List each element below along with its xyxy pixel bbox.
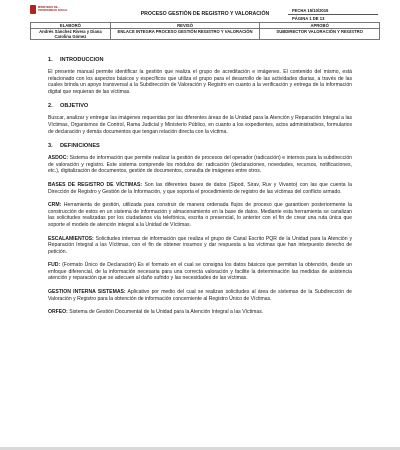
col-elaboro: ELABORÓ <box>31 23 111 29</box>
definition-item <box>48 309 352 316</box>
definition-item <box>48 289 352 302</box>
section-heading-introduccion: 1. INTRODUCCION <box>48 57 104 63</box>
definition-term: FUD: <box>48 262 61 269</box>
definition-item <box>48 155 352 175</box>
document-date: FECHA 15/10/2015 <box>292 8 329 13</box>
definition-text: Herramienta de gestión, utilizada para construir de manera ordenada flujos de proceso que garanticen posteriormente la construcción de estos en un sistema de información y almacenamiento en la base de datos. Mediante esta herramienta se canalizan las solicitudes realizadas por los ciudadanos vía telefónica, escrita o presencial, lo anterior con el fin de crear una ruta única que soporte el modelo de atención integral a la Unidad de Víctimas. <box>48 202 352 228</box>
definition-item <box>48 202 352 228</box>
definition-text: Son las diferentes bases de datos (Sipod, Sirav, Ruv y Vivanto) con las que cuenta la Dirección de Registro y Gestión de la Información, y que soporta el procedimiento de registro de las víctimas del conflicto armado. <box>48 181 352 195</box>
definition-text: Solicitudes internas de información que realiza el grupo de Canal Escrito PQR de la Unidad para la Atención y Reparación Integral a las Víctimas, con el fin de obtener insumos y dar respuesta a las víctimas que han interpuesto derecho de petición. <box>48 235 352 255</box>
definition-term: GESTION INTERNA SISTEMAS: <box>48 289 126 296</box>
section-heading-objetivo: 2. OBJETIVO <box>48 103 89 110</box>
value-elaboro: Andrés Sánchez Rivera y Diana Carolina Gómez <box>31 29 111 40</box>
definition-term: ASDOC: <box>48 155 69 162</box>
signature-table <box>30 22 380 40</box>
introduccion-paragraph: El presente manual permite identificar la gestión que realiza el grupo de acreditación e imágenes. El contenido del mismo, está relacionado con los aspectos básicos y específicos que utiliza el grupo para el desarrollo de las actividades diarias, a través de las cuales brinda un apoyo transversal a la Subdirección de Valoración y Registro en cuanto a la verificación y entrega de la información digital que requieran de las víctimas. <box>48 69 352 95</box>
value-aprobo: SUBDIRECTOR VALORACIÓN Y REGISTRO <box>260 29 380 40</box>
document-body <box>48 57 352 323</box>
definition-term: ORFEO: <box>48 309 68 316</box>
objetivo-paragraph: Buscar, analizar y entregar las imágenes requeridas por las diferentes áreas de la Unidad para la Atención y Reparación Integral a las Víctimas, Organismos de Control, Rama Judicial y Ministerio Público, en cuanto a los expedientes, actos administrativos, formularios de declaración y demás documentos que tengan relación directa con la víctima. <box>48 115 352 135</box>
definition-item <box>48 236 352 256</box>
institution-logo <box>30 3 130 15</box>
meta-divider <box>288 14 378 15</box>
definition-term: CRM: <box>48 202 62 209</box>
page-number: PÁGINA 1 DE 13 <box>292 16 325 21</box>
definition-text: Sistema de Gestión Documental de la Unidad para la Atención Integral a las Víctimas. <box>67 309 264 316</box>
definition-term: BASES DE REGISTRO DE VÍCTIMAS: <box>48 181 143 188</box>
section-heading-definiciones: 3. DEFINICIONES <box>48 143 100 150</box>
definition-item <box>48 182 352 195</box>
col-reviso: REVISÓ <box>110 23 260 29</box>
definition-text: (Formato Único de Declaración) Es el formato en el cual se consigna los datos básicos que permitan la obtención, desde un enfoque diferencial, de la información necesaria para una correcta valoración y facilite la determinación las medidas de asistencia atención y reparación que se adecuen al daño sufrido y las necesidades de las víctimas. <box>48 262 352 282</box>
process-title: PROCESO GESTIÓN DE REGISTRO Y VALORACIÓN <box>140 11 270 17</box>
logo-text-line-2: PROSPERIDAD SOCIAL <box>38 9 68 12</box>
definition-item <box>48 262 352 282</box>
signature-table-row <box>31 29 380 40</box>
definition-text: Aplicativo por medio del cual se realizan solicitudes al área de sistemas de la Subdirección de Valoración y Registro para la obtención de información concerniente al Registro Único de Víctimas. <box>48 289 352 302</box>
coat-of-arms-icon <box>30 5 36 14</box>
definition-text: Sistema de información que permite realizar la gestión de procesos del operador (radicación) e internos para la subdirección de valoración y registro. Este sistema comprende los módulos de: radicación (declaraciones, novedades, recursos, notificaciones, etc.), digitalización de documentos, gestión de documentos, consulta de imágenes entre otros. <box>48 155 352 175</box>
value-reviso: ENLACE INTEGRA PROCESO GESTIÓN REGISTRO Y VALORACIÓN <box>110 29 260 40</box>
logo-text-line-1: MINISTERIO DE... <box>38 6 60 9</box>
col-aprobo: APROBÓ <box>260 23 380 29</box>
definition-term: ESCALAMIENTOS: <box>48 235 94 242</box>
document-meta <box>292 7 328 23</box>
